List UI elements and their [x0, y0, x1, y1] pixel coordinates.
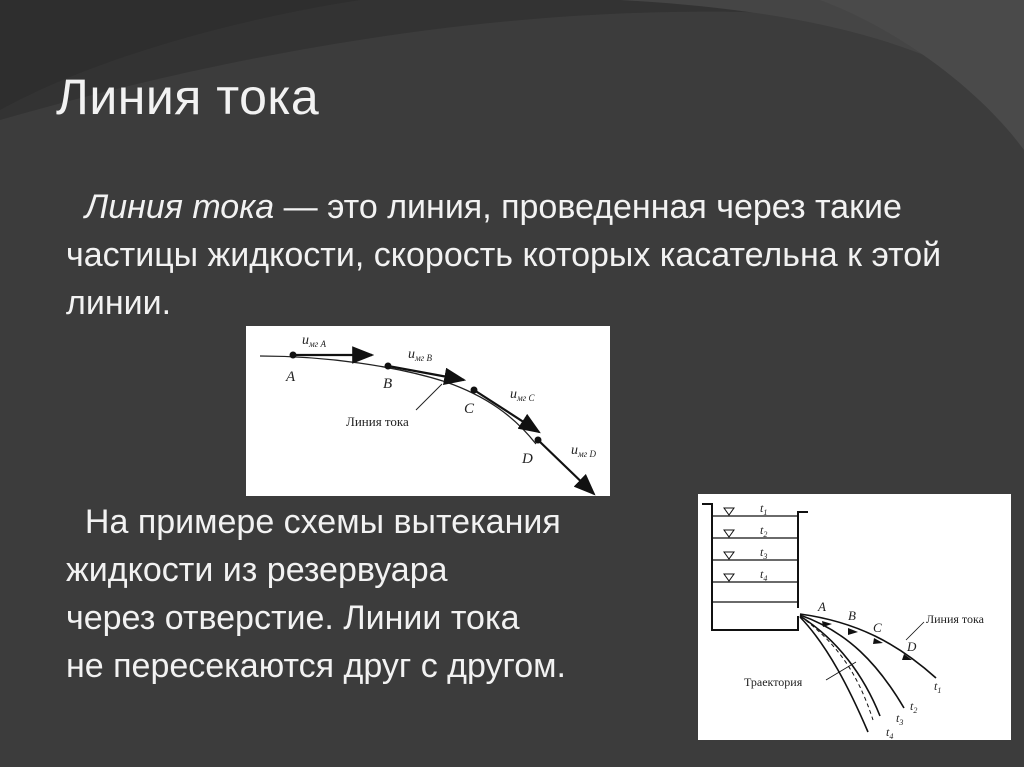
slide-title: Линия тока	[56, 69, 320, 125]
point-b	[385, 363, 392, 370]
definition-paragraph	[66, 183, 946, 327]
streamline-arrow-1	[822, 621, 832, 627]
curve-label-4: t4	[886, 725, 894, 740]
jet-curve-2	[800, 615, 904, 708]
example-line-3: через отверстие. Линии тока	[66, 599, 520, 637]
level-label-2: t2	[760, 523, 768, 539]
curve-label-3: t3	[896, 711, 904, 727]
streamline-label: Линия тока	[346, 414, 409, 429]
velocity-label-c: uмг C	[510, 387, 535, 403]
example-paragraph	[66, 498, 706, 690]
velocity-label-d: uмг D	[571, 443, 597, 459]
velocity-label-b: uмг B	[408, 347, 433, 363]
example-line-2: жидкости из резервуара	[66, 551, 448, 589]
level-marker-2	[724, 530, 734, 537]
curve-label-2: t2	[910, 699, 918, 715]
point-label-d: D	[907, 639, 917, 654]
point-label-d: D	[522, 451, 533, 467]
point-label-a: A	[818, 599, 826, 614]
level-label-4: t4	[760, 567, 768, 583]
streamline-label: Линия тока	[926, 612, 984, 626]
reservoir-tank	[702, 504, 808, 630]
level-label-1: t1	[760, 501, 768, 517]
streamline-curve	[260, 356, 536, 444]
curve-label-1: t1	[934, 679, 942, 695]
point-label-b: B	[383, 376, 393, 392]
example-line-4: не пересекаются друг с другом.	[66, 647, 566, 685]
streamline-leader	[906, 622, 924, 640]
point-c	[471, 387, 478, 394]
point-a	[290, 352, 297, 359]
velocity-label-a: uмг A	[302, 333, 327, 349]
point-label-c: C	[464, 401, 475, 417]
level-label-3: t3	[760, 545, 768, 561]
level-marker-4	[724, 574, 734, 581]
example-line-1: На примере схемы вытекания	[84, 503, 561, 541]
point-label-a: A	[286, 369, 296, 385]
streamline-leader	[416, 384, 442, 410]
definition-term: Линия тока	[84, 188, 275, 226]
point-d	[535, 437, 542, 444]
level-marker-3	[724, 552, 734, 559]
point-label-b: B	[848, 608, 856, 623]
streamline-arrow-2	[848, 628, 858, 635]
reservoir-figure	[698, 494, 1011, 740]
streamline-figure	[246, 326, 610, 496]
definition-text: — это линия, проведенная через такие частицы жидкости, скорость которых касательна к этой линии.	[66, 188, 942, 322]
level-marker-1	[724, 508, 734, 515]
velocity-vector-b	[388, 366, 464, 380]
trajectory-label: Траектория	[744, 675, 803, 689]
point-label-c: C	[873, 620, 882, 635]
